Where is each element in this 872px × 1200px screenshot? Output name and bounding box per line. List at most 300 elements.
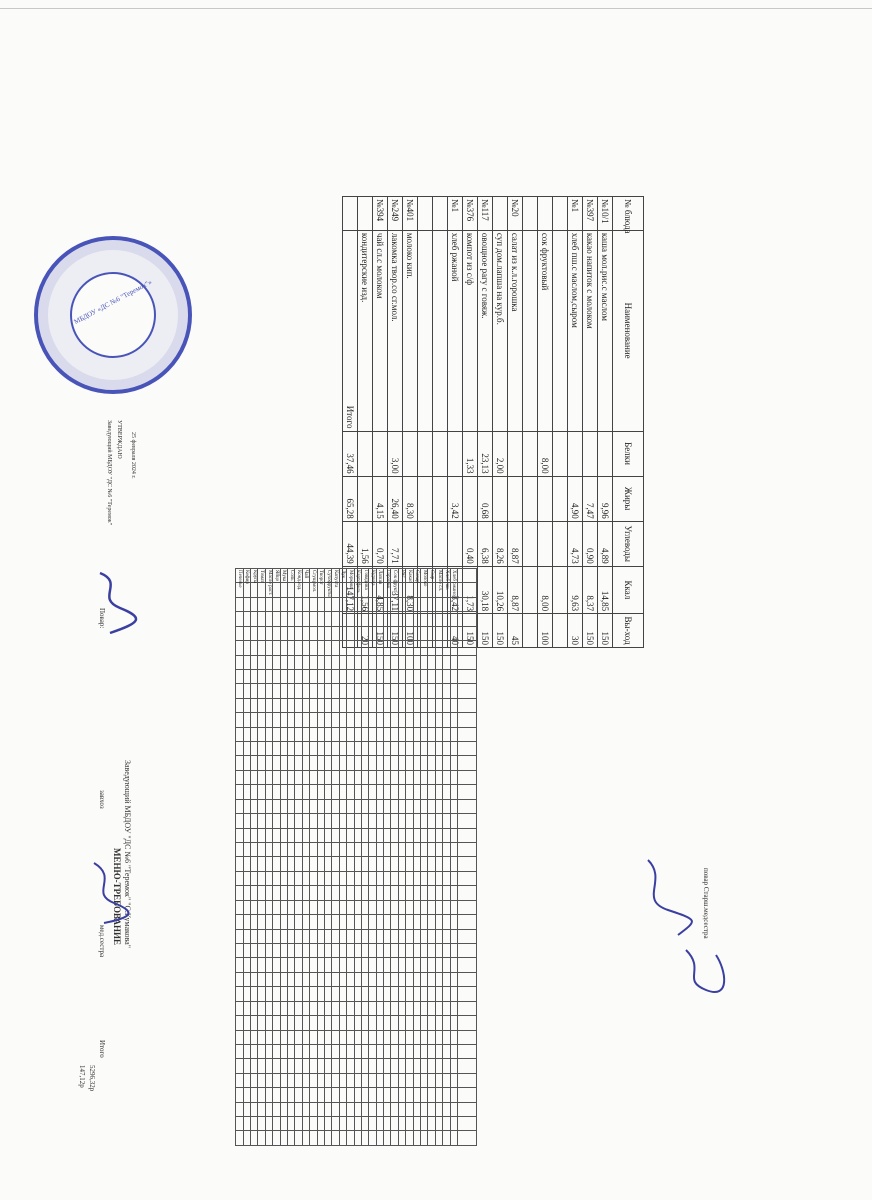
req-cell bbox=[413, 900, 420, 914]
req-cell bbox=[435, 915, 442, 929]
req-cell bbox=[384, 626, 391, 640]
req-cell bbox=[384, 1088, 391, 1102]
req-cell bbox=[332, 958, 339, 972]
req-cell bbox=[295, 1059, 302, 1073]
req-cell bbox=[450, 597, 457, 611]
req-cell bbox=[265, 1044, 272, 1058]
req-cell bbox=[376, 669, 383, 683]
req-cell bbox=[310, 684, 317, 698]
req-cell bbox=[288, 770, 295, 784]
req-cell bbox=[295, 943, 302, 957]
req-cell bbox=[310, 972, 317, 986]
req-cell bbox=[354, 799, 361, 813]
req-cell bbox=[376, 972, 383, 986]
req-cell bbox=[428, 1131, 435, 1146]
req-cell bbox=[354, 1073, 361, 1087]
req-cell bbox=[369, 770, 376, 784]
menu-cell-b: 8,00 bbox=[538, 431, 553, 476]
req-product-name: Крупа bbox=[251, 570, 257, 584]
req-header-cell bbox=[458, 1001, 477, 1015]
req-cell bbox=[413, 655, 420, 669]
menu-cell-j bbox=[523, 476, 538, 521]
req-cell bbox=[406, 871, 413, 885]
req-cell bbox=[421, 871, 428, 885]
req-cell bbox=[243, 1044, 250, 1058]
req-cell bbox=[236, 1117, 243, 1131]
req-cell bbox=[251, 871, 258, 885]
req-cell bbox=[251, 756, 258, 770]
menu-cell-out bbox=[553, 614, 568, 648]
req-cell bbox=[302, 612, 309, 626]
req-cell bbox=[332, 713, 339, 727]
req-cell bbox=[406, 612, 413, 626]
menu-totals-label: Итого bbox=[343, 230, 358, 431]
req-cell bbox=[369, 785, 376, 799]
req-cell bbox=[361, 785, 368, 799]
req-cell bbox=[339, 1117, 346, 1131]
req-cell bbox=[243, 742, 250, 756]
req-cell bbox=[391, 698, 398, 712]
menu-cell-name: овощное рагу с говяж. bbox=[478, 230, 493, 431]
req-cell bbox=[354, 987, 361, 1001]
req-product-name: Чай bbox=[302, 569, 309, 583]
req-cell bbox=[391, 943, 398, 957]
req-cell bbox=[251, 943, 258, 957]
req-cell bbox=[324, 756, 331, 770]
req-cell bbox=[354, 785, 361, 799]
requisition-table-wrapper bbox=[147, 568, 477, 1146]
req-cell bbox=[354, 655, 361, 669]
req-cell bbox=[243, 828, 250, 842]
req-header-cell bbox=[458, 1131, 477, 1146]
req-cell bbox=[361, 597, 368, 611]
req-cell bbox=[443, 742, 450, 756]
req-cell bbox=[302, 814, 309, 828]
req-cell bbox=[450, 785, 457, 799]
requisition-body bbox=[236, 569, 477, 1146]
req-cell bbox=[384, 871, 391, 885]
req-cell bbox=[435, 727, 442, 741]
req-cell bbox=[339, 770, 346, 784]
req-cell bbox=[302, 871, 309, 885]
req-cell bbox=[413, 929, 420, 943]
req-cell bbox=[280, 958, 287, 972]
req-cell bbox=[398, 1059, 405, 1073]
req-cell bbox=[384, 1117, 391, 1131]
req-cell bbox=[339, 713, 346, 727]
req-cell bbox=[265, 669, 272, 683]
req-cell bbox=[361, 958, 368, 972]
req-header-cell bbox=[458, 785, 477, 799]
req-cell bbox=[450, 756, 457, 770]
req-cell bbox=[398, 684, 405, 698]
req-cell bbox=[391, 641, 398, 655]
req-cell bbox=[376, 915, 383, 929]
req-cell bbox=[435, 756, 442, 770]
req-cell bbox=[302, 1102, 309, 1116]
req-cell bbox=[435, 655, 442, 669]
req-cell bbox=[302, 828, 309, 842]
req-cell bbox=[450, 972, 457, 986]
req-row bbox=[435, 569, 442, 1146]
req-cell bbox=[361, 900, 368, 914]
req-cell bbox=[428, 756, 435, 770]
req-cell bbox=[443, 756, 450, 770]
req-cell bbox=[295, 799, 302, 813]
req-cell bbox=[347, 929, 354, 943]
req-cell bbox=[273, 972, 280, 986]
req-cell bbox=[391, 612, 398, 626]
req-cell bbox=[265, 886, 272, 900]
req-cell bbox=[428, 857, 435, 871]
req-cell bbox=[443, 612, 450, 626]
req-cell bbox=[295, 1016, 302, 1030]
req-cell bbox=[243, 987, 250, 1001]
req-cell bbox=[280, 1117, 287, 1131]
req-cell bbox=[265, 814, 272, 828]
req-cell bbox=[236, 684, 243, 698]
req-cell bbox=[295, 886, 302, 900]
req-cell bbox=[258, 1059, 265, 1073]
req-cell bbox=[236, 597, 243, 611]
req-cell bbox=[406, 814, 413, 828]
req-cell bbox=[347, 843, 354, 857]
menu-cell-j: 4,15 bbox=[373, 476, 388, 521]
req-cell bbox=[243, 900, 250, 914]
req-product-name: Говядина bbox=[362, 570, 368, 590]
menu-cell-no: №1 bbox=[448, 197, 463, 231]
req-product-name: Масло раст. bbox=[266, 570, 272, 596]
req-row bbox=[273, 569, 280, 1146]
req-cell bbox=[354, 770, 361, 784]
req-cell bbox=[384, 1059, 391, 1073]
req-cell bbox=[265, 742, 272, 756]
req-cell bbox=[310, 1088, 317, 1102]
req-cell bbox=[280, 785, 287, 799]
req-cell bbox=[354, 1102, 361, 1116]
req-cell bbox=[236, 886, 243, 900]
menu-cell-no bbox=[523, 197, 538, 231]
req-cell bbox=[354, 756, 361, 770]
req-cell bbox=[428, 886, 435, 900]
req-cell bbox=[391, 1102, 398, 1116]
req-cell bbox=[376, 785, 383, 799]
menu-cell-k: 10,26 bbox=[493, 566, 508, 613]
req-cell bbox=[435, 770, 442, 784]
req-cell bbox=[339, 1030, 346, 1044]
req-cell bbox=[369, 886, 376, 900]
req-cell bbox=[265, 727, 272, 741]
req-cell bbox=[324, 799, 331, 813]
req-cell bbox=[369, 1073, 376, 1087]
req-cell bbox=[251, 1001, 258, 1015]
req-cell bbox=[413, 1131, 420, 1146]
req-cell bbox=[354, 900, 361, 914]
req-cell bbox=[273, 770, 280, 784]
req-cell bbox=[406, 1001, 413, 1015]
req-cell bbox=[251, 814, 258, 828]
req-cell bbox=[265, 871, 272, 885]
req-cell bbox=[354, 669, 361, 683]
manager-line: Заведующий МБДОУ "ДС №6 "Теремок" bbox=[106, 420, 112, 526]
menu-cell-b: 23,13 bbox=[478, 431, 493, 476]
req-cell bbox=[347, 756, 354, 770]
req-header-cell bbox=[458, 1102, 477, 1116]
req-cell bbox=[428, 655, 435, 669]
req-cell bbox=[265, 958, 272, 972]
req-product-name: Лапша bbox=[377, 570, 383, 585]
req-cell bbox=[273, 857, 280, 871]
req-sum2: 147,12р bbox=[78, 1065, 86, 1088]
req-cell bbox=[354, 886, 361, 900]
req-cell bbox=[324, 770, 331, 784]
req-header-cell bbox=[458, 626, 477, 640]
req-cell bbox=[443, 1088, 450, 1102]
req-cell bbox=[361, 669, 368, 683]
req-cell bbox=[258, 1044, 265, 1058]
req-cell bbox=[384, 641, 391, 655]
menu-col-no: № блюда bbox=[613, 197, 644, 231]
req-cell bbox=[421, 1044, 428, 1058]
menu-cell-no: №397 bbox=[583, 197, 598, 231]
req-cell bbox=[273, 641, 280, 655]
req-cell bbox=[339, 1044, 346, 1058]
menu-cell-no: №249 bbox=[388, 197, 403, 231]
req-cell bbox=[376, 1073, 383, 1087]
req-cell bbox=[347, 1001, 354, 1015]
req-cell bbox=[443, 1117, 450, 1131]
req-cell bbox=[302, 1044, 309, 1058]
req-cell bbox=[406, 958, 413, 972]
req-cell bbox=[435, 929, 442, 943]
req-cell bbox=[324, 1131, 331, 1146]
req-cell bbox=[273, 1044, 280, 1058]
req-cell bbox=[443, 857, 450, 871]
req-cell bbox=[243, 799, 250, 813]
req-cell bbox=[443, 669, 450, 683]
req-cell bbox=[339, 857, 346, 871]
req-cell bbox=[339, 972, 346, 986]
req-cell bbox=[324, 1059, 331, 1073]
req-cell bbox=[376, 943, 383, 957]
req-cell bbox=[435, 1117, 442, 1131]
menu-cell-b: 1,33 bbox=[463, 431, 478, 476]
req-cell bbox=[236, 655, 243, 669]
req-cell bbox=[310, 915, 317, 929]
req-cell bbox=[354, 1030, 361, 1044]
req-cell bbox=[236, 1044, 243, 1058]
req-cell bbox=[258, 943, 265, 957]
req-header-cell bbox=[458, 987, 477, 1001]
req-cell bbox=[288, 713, 295, 727]
req-cell bbox=[413, 1030, 420, 1044]
req-title: МЕНЮ-ТРЕБОВАНИЕ bbox=[112, 848, 122, 945]
req-cell bbox=[376, 1001, 383, 1015]
req-cell bbox=[236, 770, 243, 784]
menu-cell-name: хлеб пш.с маслом,сыром bbox=[568, 230, 583, 431]
req-cell bbox=[273, 669, 280, 683]
req-cell bbox=[413, 785, 420, 799]
req-cell bbox=[302, 583, 309, 597]
req-cell bbox=[302, 958, 309, 972]
req-cell bbox=[361, 756, 368, 770]
req-cell bbox=[428, 641, 435, 655]
req-cell bbox=[310, 943, 317, 957]
req-cell bbox=[384, 1073, 391, 1087]
req-cell bbox=[421, 1088, 428, 1102]
req-cell bbox=[391, 1073, 398, 1087]
req-cell bbox=[384, 742, 391, 756]
req-cell bbox=[391, 1131, 398, 1146]
req-cell bbox=[450, 828, 457, 842]
req-cell bbox=[243, 626, 250, 640]
req-cell bbox=[406, 828, 413, 842]
req-cell bbox=[443, 684, 450, 698]
req-cell bbox=[443, 1073, 450, 1087]
req-cell bbox=[288, 626, 295, 640]
req-cell bbox=[236, 987, 243, 1001]
req-cell bbox=[324, 987, 331, 1001]
req-cell bbox=[339, 828, 346, 842]
req-cell bbox=[443, 1001, 450, 1015]
req-row bbox=[361, 569, 368, 1146]
req-cell bbox=[384, 669, 391, 683]
req-header-cell bbox=[458, 843, 477, 857]
req-cell bbox=[265, 641, 272, 655]
req-cell bbox=[435, 828, 442, 842]
req-row bbox=[450, 569, 457, 1146]
menu-cell-no: №394 bbox=[373, 197, 388, 231]
req-cell bbox=[347, 669, 354, 683]
req-cell bbox=[324, 857, 331, 871]
req-cell bbox=[332, 641, 339, 655]
req-cell bbox=[354, 814, 361, 828]
req-cell bbox=[384, 1016, 391, 1030]
req-sum1: 5296,32р bbox=[88, 1065, 96, 1092]
req-cell bbox=[251, 915, 258, 929]
req-cell bbox=[391, 799, 398, 813]
req-cell bbox=[398, 713, 405, 727]
req-cell bbox=[310, 929, 317, 943]
req-cell bbox=[236, 641, 243, 655]
req-cell bbox=[435, 1102, 442, 1116]
req-cell bbox=[288, 1131, 295, 1146]
req-cell bbox=[302, 641, 309, 655]
req-cell bbox=[443, 1030, 450, 1044]
req-row bbox=[421, 569, 428, 1146]
menu-cell-name bbox=[523, 230, 538, 431]
req-cell bbox=[310, 698, 317, 712]
req-row bbox=[317, 569, 324, 1146]
req-cell bbox=[339, 843, 346, 857]
req-cell bbox=[332, 886, 339, 900]
req-cell bbox=[273, 583, 280, 597]
menu-cell-u: 0,40 bbox=[463, 521, 478, 566]
req-cell bbox=[310, 612, 317, 626]
req-cell bbox=[295, 843, 302, 857]
req-cell bbox=[332, 1059, 339, 1073]
req-cell bbox=[251, 900, 258, 914]
menu-cell-out: 150 bbox=[478, 614, 493, 648]
req-cell bbox=[428, 698, 435, 712]
req-cell bbox=[413, 1117, 420, 1131]
req-cell bbox=[413, 857, 420, 871]
req-cell bbox=[406, 626, 413, 640]
req-cell bbox=[376, 1131, 383, 1146]
req-cell bbox=[450, 943, 457, 957]
menu-cell-name bbox=[553, 230, 568, 431]
menu-cell-k: 8,87 bbox=[508, 566, 523, 613]
req-cell bbox=[236, 742, 243, 756]
req-cell bbox=[421, 669, 428, 683]
req-cell bbox=[413, 828, 420, 842]
req-cell bbox=[406, 900, 413, 914]
req-cell bbox=[391, 929, 398, 943]
req-cell bbox=[391, 713, 398, 727]
req-cell bbox=[347, 727, 354, 741]
req-cell bbox=[258, 1131, 265, 1146]
req-cell bbox=[273, 871, 280, 885]
req-cell bbox=[295, 1073, 302, 1087]
req-cell bbox=[332, 1131, 339, 1146]
req-cell bbox=[354, 684, 361, 698]
req-cell bbox=[398, 1044, 405, 1058]
req-cell bbox=[376, 886, 383, 900]
req-cell bbox=[324, 871, 331, 885]
req-cell bbox=[369, 742, 376, 756]
req-cell bbox=[406, 1059, 413, 1073]
req-cell bbox=[406, 641, 413, 655]
req-cell bbox=[406, 1117, 413, 1131]
req-row bbox=[310, 569, 317, 1146]
req-cell bbox=[324, 929, 331, 943]
menu-cell-u: 0,90 bbox=[583, 521, 598, 566]
req-cell bbox=[413, 770, 420, 784]
req-cell bbox=[317, 987, 324, 1001]
req-cell bbox=[295, 972, 302, 986]
menu-cell-b bbox=[448, 431, 463, 476]
req-row bbox=[376, 569, 383, 1146]
req-cell bbox=[258, 1088, 265, 1102]
req-cell bbox=[251, 1044, 258, 1058]
req-cell bbox=[280, 1102, 287, 1116]
req-cell bbox=[391, 756, 398, 770]
menu-cell-name: хлеб ржаной bbox=[448, 230, 463, 431]
req-cell bbox=[236, 669, 243, 683]
req-product-name: Молоко bbox=[421, 570, 427, 587]
req-cell bbox=[435, 641, 442, 655]
req-header-cell bbox=[458, 871, 477, 885]
req-header-cell bbox=[458, 1117, 477, 1131]
menu-cell-no bbox=[358, 197, 373, 231]
req-row bbox=[324, 569, 331, 1146]
req-cell bbox=[243, 1016, 250, 1030]
req-cell bbox=[302, 698, 309, 712]
req-cell bbox=[406, 929, 413, 943]
req-header-cell bbox=[458, 828, 477, 842]
req-cell bbox=[384, 1131, 391, 1146]
req-cell bbox=[295, 641, 302, 655]
req-cell bbox=[258, 742, 265, 756]
req-cell bbox=[324, 727, 331, 741]
req-cell bbox=[406, 1030, 413, 1044]
req-cell bbox=[243, 669, 250, 683]
req-cell bbox=[406, 770, 413, 784]
req-cell bbox=[273, 727, 280, 741]
req-cell bbox=[369, 1016, 376, 1030]
req-product-name: Творог bbox=[318, 570, 324, 585]
req-cell bbox=[332, 843, 339, 857]
